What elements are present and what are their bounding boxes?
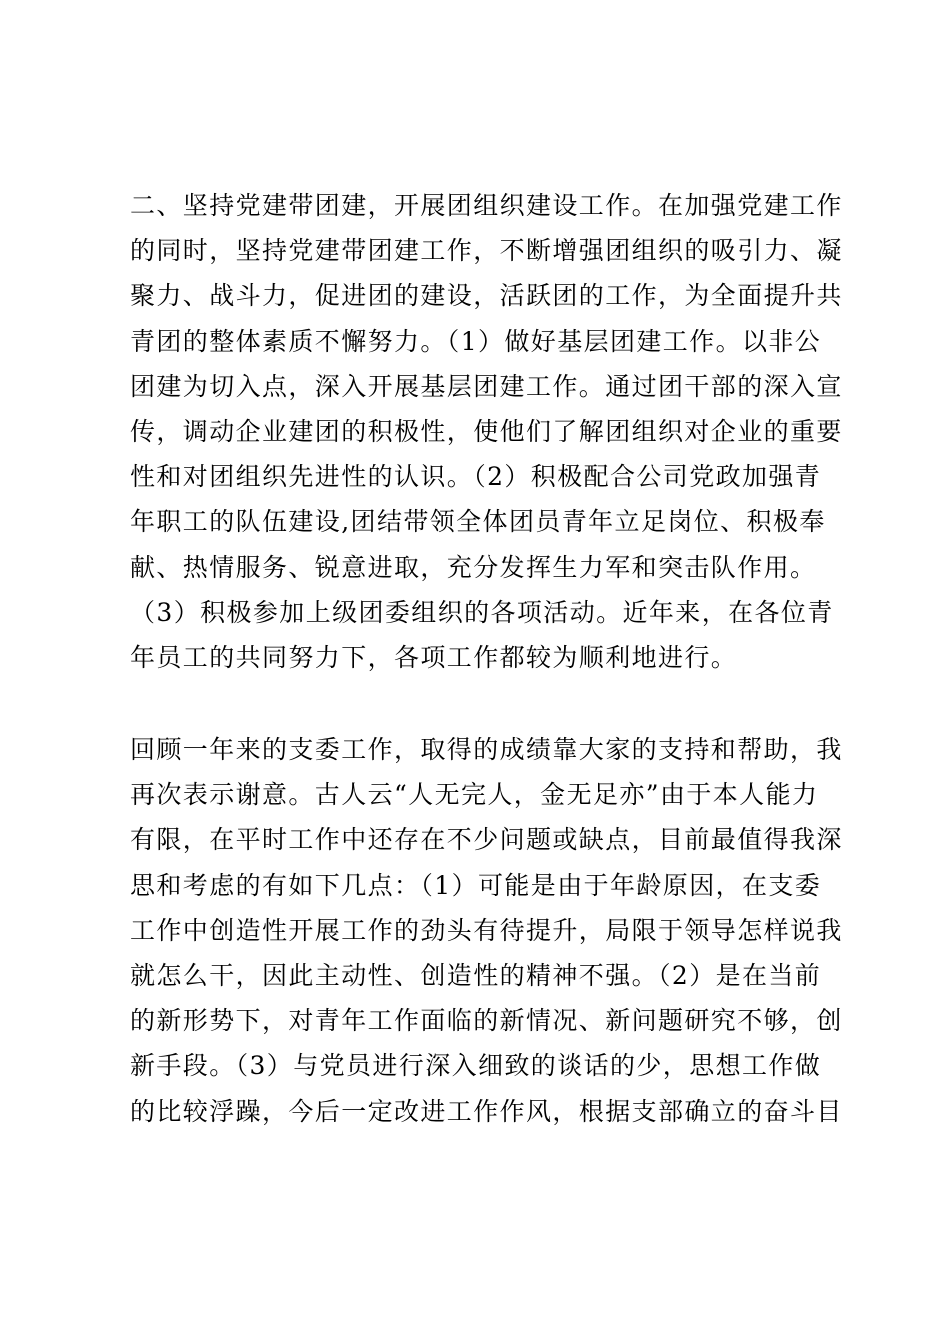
text-line: 青团的整体素质不懈努力。（1）做好基层团建工作。以非公 (130, 326, 822, 356)
paragraph-review-and-reflection (130, 727, 843, 1134)
text-line: 年员工的共同努力下，各项工作都较为顺利地进行。 (130, 642, 738, 672)
text-line: （3）积极参加上级团委组织的各项活动。近年来，在各位青 (130, 597, 834, 627)
text-line: 工作中创造性开展工作的劲头有待提升，局限于领导怎样说我 (130, 915, 843, 945)
text-line: 新手段。（3）与党员进行深入细致的谈话的少，思想工作做 (130, 1051, 822, 1081)
text-line: 献、热情服务、锐意进取，充分发挥生力军和突击队作用。 (130, 552, 817, 582)
text-line: 团建为切入点，深入开展基层团建工作。通过团干部的深入宣 (130, 371, 843, 401)
text-line: 聚力、战斗力，促进团的建设，活跃团的工作，为全面提升共 (130, 281, 843, 311)
paragraph-party-building (130, 183, 843, 680)
text-line: 传，调动企业建团的积极性，使他们了解团组织对企业的重要 (130, 416, 843, 446)
text-line: 二、坚持党建带团建，开展团组织建设工作。在加强党建工作 (130, 191, 843, 220)
text-line: 性和对团组织先进性的认识。（2）积极配合公司党政加强青 (130, 462, 822, 492)
text-line: 思和考虑的有如下几点：（1）可能是由于年龄原因，在支委 (130, 870, 822, 900)
text-line: 的新形势下，对青年工作面临的新情况、新问题研究不够，创 (130, 1006, 843, 1036)
text-line: 的同时，坚持党建带团建工作，不断增强团组织的吸引力、凝 (130, 236, 843, 266)
text-line: 就怎么干，因此主动性、创造性的精神不强。（2）是在当前 (130, 960, 822, 990)
text-line: 再次表示谢意。古人云“人无完人，金无足亦”由于本人能力 (130, 780, 819, 810)
text-line: 回顾一年来的支委工作，取得的成绩靠大家的支持和帮助，我 (130, 735, 843, 764)
text-line: 有限，在平时工作中还存在不少问题或缺点，目前最值得我深 (130, 825, 843, 855)
text-line: 年职工的队伍建设,团结带领全体团员青年立足岗位、积极奉 (130, 507, 826, 537)
text-line: 的比较浮躁，今后一定改进工作作风，根据支部确立的奋斗目 (130, 1096, 843, 1126)
